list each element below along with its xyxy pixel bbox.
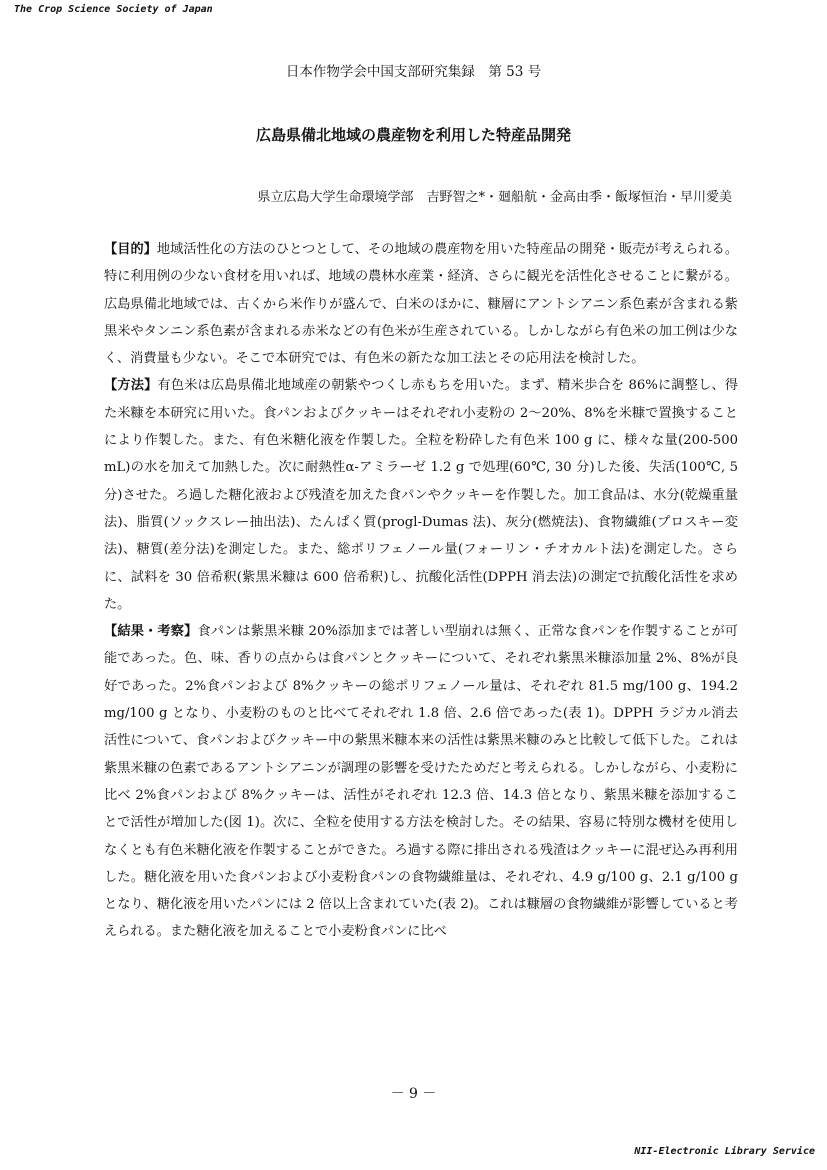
section-heading: 【結果・考察】 — [104, 624, 198, 640]
journal-title: 日本作物学会中国支部研究集録 第 53 号 — [285, 64, 542, 80]
library-footer: NII-Electronic Library Service — [634, 1146, 815, 1157]
page-number: － 9 － — [390, 1086, 437, 1102]
section-method — [104, 372, 738, 618]
authors: 県立広島大学生命環境学部 吉野智之*・廻船航・金高由季・飯塚恒治・早川愛美 — [257, 190, 732, 205]
section-text: 食パンは紫黒米糠 20%添加までは著しい型崩れは無く、正常な食パンを作製することが可能であった。色、味、香りの点からは食パンとクッキーについて、それぞれ紫黒米糠添加量 2%、8%が良好であった。2%食パンおよび 8%クッキーの総ポリフェノール量は、それぞれ 81.5 mg/100 g、194.2 mg/100 g となり、小麦粉のものと比べてそれぞれ 1.8 倍、2.6 倍であった(表 1)。DPPH ラジカル消去活性について、食パンおよびクッキー中の紫黒米糠本来の活性は紫黒米糠のみと比較して低下した。これは紫黒米糠の色素であるアントシアニンが調理の影響を受けたためだと考えられる。しかしながら、小麦粉に比べ 2%食パンおよび 8%クッキーは、活性がそれぞれ 12.3 倍、14.3 倍となり、紫黒米糠を添加することで活性が増加した(図 1)。次に、全粒を使用する方法を検討した。その結果、容易に特別な機材を使用しなくとも有色米糖化液を作製することができた。ろ過する際に排出される残渣はクッキーに混ぜ込み再利用した。糖化液を用いた食パンおよび小麦粉食パンの食物繊維量は、それぞれ、4.9 g/100 g、2.1 g/100 g となり、糖化液を用いたパンには 2 倍以上含まれていた(表 2)。これは糠層の食物繊維が影響していると考えられる。また糖化液を加えることで小麦粉食パンに比べ — [104, 624, 738, 940]
section-results — [104, 618, 738, 946]
paper-body — [104, 236, 738, 946]
paper-title: 広島県備北地域の農産物を利用した特産品開発 — [255, 126, 571, 144]
section-text: 有色米は広島県備北地域産の朝紫やつくし赤もちを用いた。まず、精米歩合を 86%に調整し、得た米糠を本研究に用いた。食パンおよびクッキーはそれぞれ小麦粉の 2～20%、8%を米糠で置換することにより作製した。また、有色米糖化液を作製した。全粒を粉砕した有色米 100 g に、様々な量(200-500 mL)の水を加えて加熱した。次に耐熱性α-アミラーゼ 1.2 g で処理(60℃, 30 分)した後、失活(100℃, 5 分)させた。ろ過した糖化液および残渣を加えた食パンやクッキーを作製した。加工食品は、水分(乾燥重量法)、脂質(ソックスレー抽出法)、たんぱく質(progl-Dumas 法)、灰分(燃焼法)、食物繊維(プロスキー変法)、糖質(差分法)を測定した。また、総ポリフェノール量(フォーリン・チオカルト法)を測定した。さらに、試料を 30 倍希釈(紫黒米糠は 600 倍希釈)し、抗酸化活性(DPPH 消去法)の測定で抗酸化活性を求めた。 — [104, 378, 739, 612]
section-heading: 【目的】 — [104, 242, 157, 257]
section-text: 地域活性化の方法のひとつとして、その地域の農産物を用いた特産品の開発・販売が考えられる。特に利用例の少ない食材を用いれば、地域の農林水産業・経済、さらに観光を活性化させることに繋がる。広島県備北地域では、古くから米作りが盛んで、白米のほかに、糠層にアントシアニン系色素が含まれる紫黒米やタンニン系色素が含まれる赤米などの有色米が生産されている。しかしながら有色米の加工例は少なく、消費量も少ない。そこで本研究では、有色米の新たな加工法とその応用法を検討した。 — [104, 242, 739, 367]
society-header: The Crop Science Society of Japan — [14, 4, 213, 15]
section-purpose — [104, 236, 738, 372]
section-heading: 【方法】 — [104, 378, 158, 394]
